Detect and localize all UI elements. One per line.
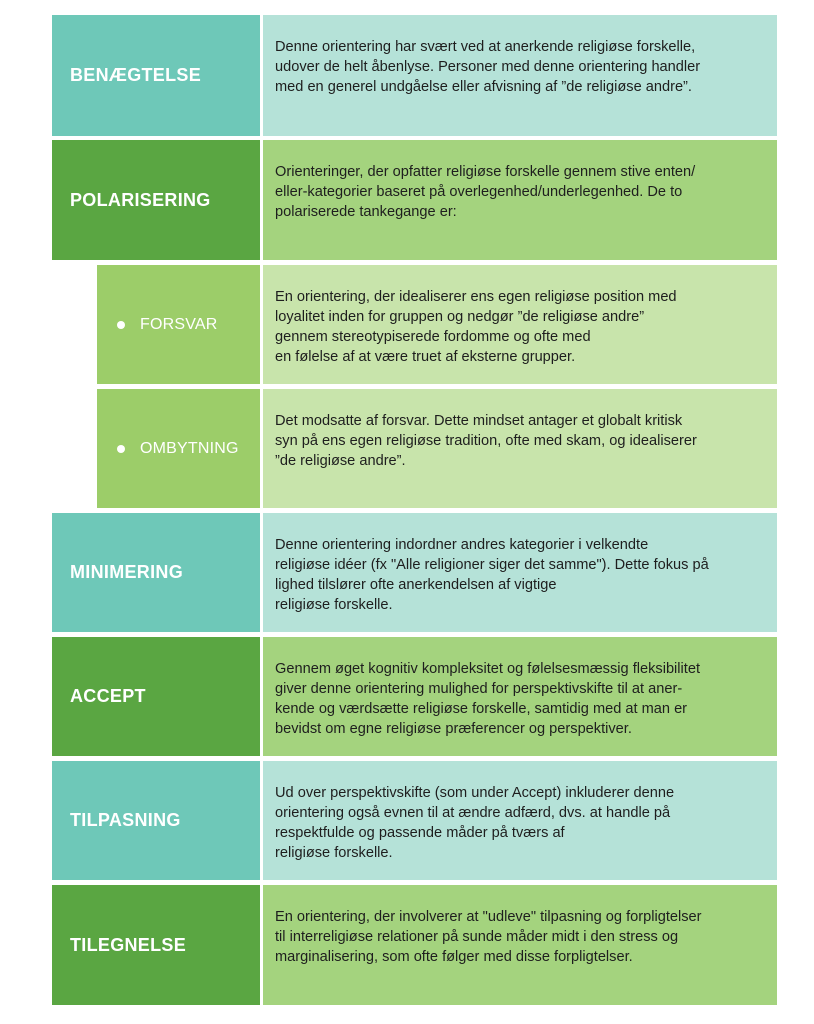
description-line: syn på ens egen religiøse tradition, ofte med skam, og idealiserer [275, 433, 697, 449]
description-line: eller-kategorier baseret på overlegenhed/underlegenhed. De to [275, 184, 683, 200]
stage-label-text: ACCEPT [70, 686, 146, 706]
stage-label-accept [52, 637, 260, 756]
row-accept [52, 637, 777, 756]
bullet-icon [117, 445, 125, 453]
stage-description-tilegnelse [263, 885, 777, 1005]
stage-label-text: MINIMERING [70, 562, 183, 582]
description-line: Denne orientering har svært ved at anerkende religiøse forskelle, [275, 39, 696, 55]
description-line: religiøse forskelle. [275, 597, 393, 613]
description-line: bevidst om egne religiøse præferencer og perspektiver. [275, 721, 632, 737]
description-line: En orientering, der involverer at "udleve" tilpasning og forpligtelser [275, 909, 702, 925]
row-forsvar [97, 265, 777, 384]
row-minimering [52, 513, 777, 632]
description-line: til interreligiøse relationer på sunde måder midt i den stress og [275, 929, 679, 945]
stage-label-tilpasning [52, 761, 260, 880]
stage-label-text: OMBYTNING [140, 439, 239, 457]
stage-label-text: FORSVAR [140, 315, 218, 333]
description-line: loyalitet inden for gruppen og nedgør ”de religiøse andre” [275, 309, 645, 325]
stage-description-minimering [263, 513, 777, 632]
description-line: En orientering, der idealiserer ens egen religiøse position med [275, 289, 677, 305]
stage-description-tilpasning [263, 761, 777, 880]
description-line: Denne orientering indordner andres kategorier i velkendte [275, 537, 649, 553]
description-line: marginalisering, som ofte følger med disse forpligtelser. [275, 949, 633, 965]
stage-label-text: POLARISERING [70, 189, 211, 210]
row-benaegtelse [52, 15, 777, 136]
description-line: en følelse af at være truet af eksterne grupper. [275, 349, 576, 365]
description-line: orientering også evnen til at ændre adfærd, dvs. at handle på [275, 805, 671, 821]
stage-description-polarisering [263, 140, 777, 260]
description-line: kende og værdsætte religiøse forskelle, samtidig med at man er [275, 701, 688, 717]
description-line: lighed tilslører ofte anerkendelsen af vigtige [275, 577, 557, 593]
stage-label-benaegtelse [52, 15, 260, 136]
description-line: ”de religiøse andre”. [275, 453, 406, 469]
stage-description-forsvar [263, 265, 777, 384]
description-line: gennem stereotypiserede fordomme og ofte med [275, 329, 591, 345]
description-line: religiøse forskelle. [275, 845, 393, 861]
description-line: Det modsatte af forsvar. Dette mindset antager et globalt kritisk [275, 413, 683, 429]
description-line: Ud over perspektivskifte (som under Accept) inkluderer denne [275, 785, 675, 801]
bullet-icon [117, 321, 125, 329]
row-tilegnelse [52, 885, 777, 1005]
row-ombytning [97, 389, 777, 508]
row-tilpasning [52, 761, 777, 880]
description-line: Gennem øget kognitiv kompleksitet og følelsesmæssig fleksibilitet [275, 661, 701, 677]
stage-label-text: TILPASNING [70, 810, 181, 830]
description-line: giver denne orientering mulighed for perspektivskifte til at aner- [275, 681, 683, 697]
description-line: med en generel undgåelse eller afvisning af ”de religiøse andre”. [275, 79, 692, 95]
stage-label-polarisering [52, 140, 260, 260]
stage-description-ombytning [263, 389, 777, 508]
description-line: udover de helt åbenlyse. Personer med denne orientering handler [275, 59, 701, 75]
stage-description-benaegtelse [263, 15, 777, 136]
description-line: polariserede tankegange er: [275, 204, 457, 220]
stage-label-text: BENÆGTELSE [70, 65, 202, 85]
stage-label-tilegnelse [52, 885, 260, 1005]
description-line: respektfulde og passende måder på tværs af [275, 825, 565, 841]
stage-label-minimering [52, 513, 260, 632]
stage-description-accept [263, 637, 777, 756]
description-line: religiøse idéer (fx "Alle religioner siger det samme"). Dette fokus på [275, 557, 709, 573]
row-polarisering [52, 140, 777, 260]
stage-label-text: TILEGNELSE [70, 934, 187, 955]
description-line: Orienteringer, der opfatter religiøse forskelle gennem stive enten/ [275, 164, 696, 180]
stage-label-ombytning [97, 389, 260, 508]
stage-label-forsvar [97, 265, 260, 384]
